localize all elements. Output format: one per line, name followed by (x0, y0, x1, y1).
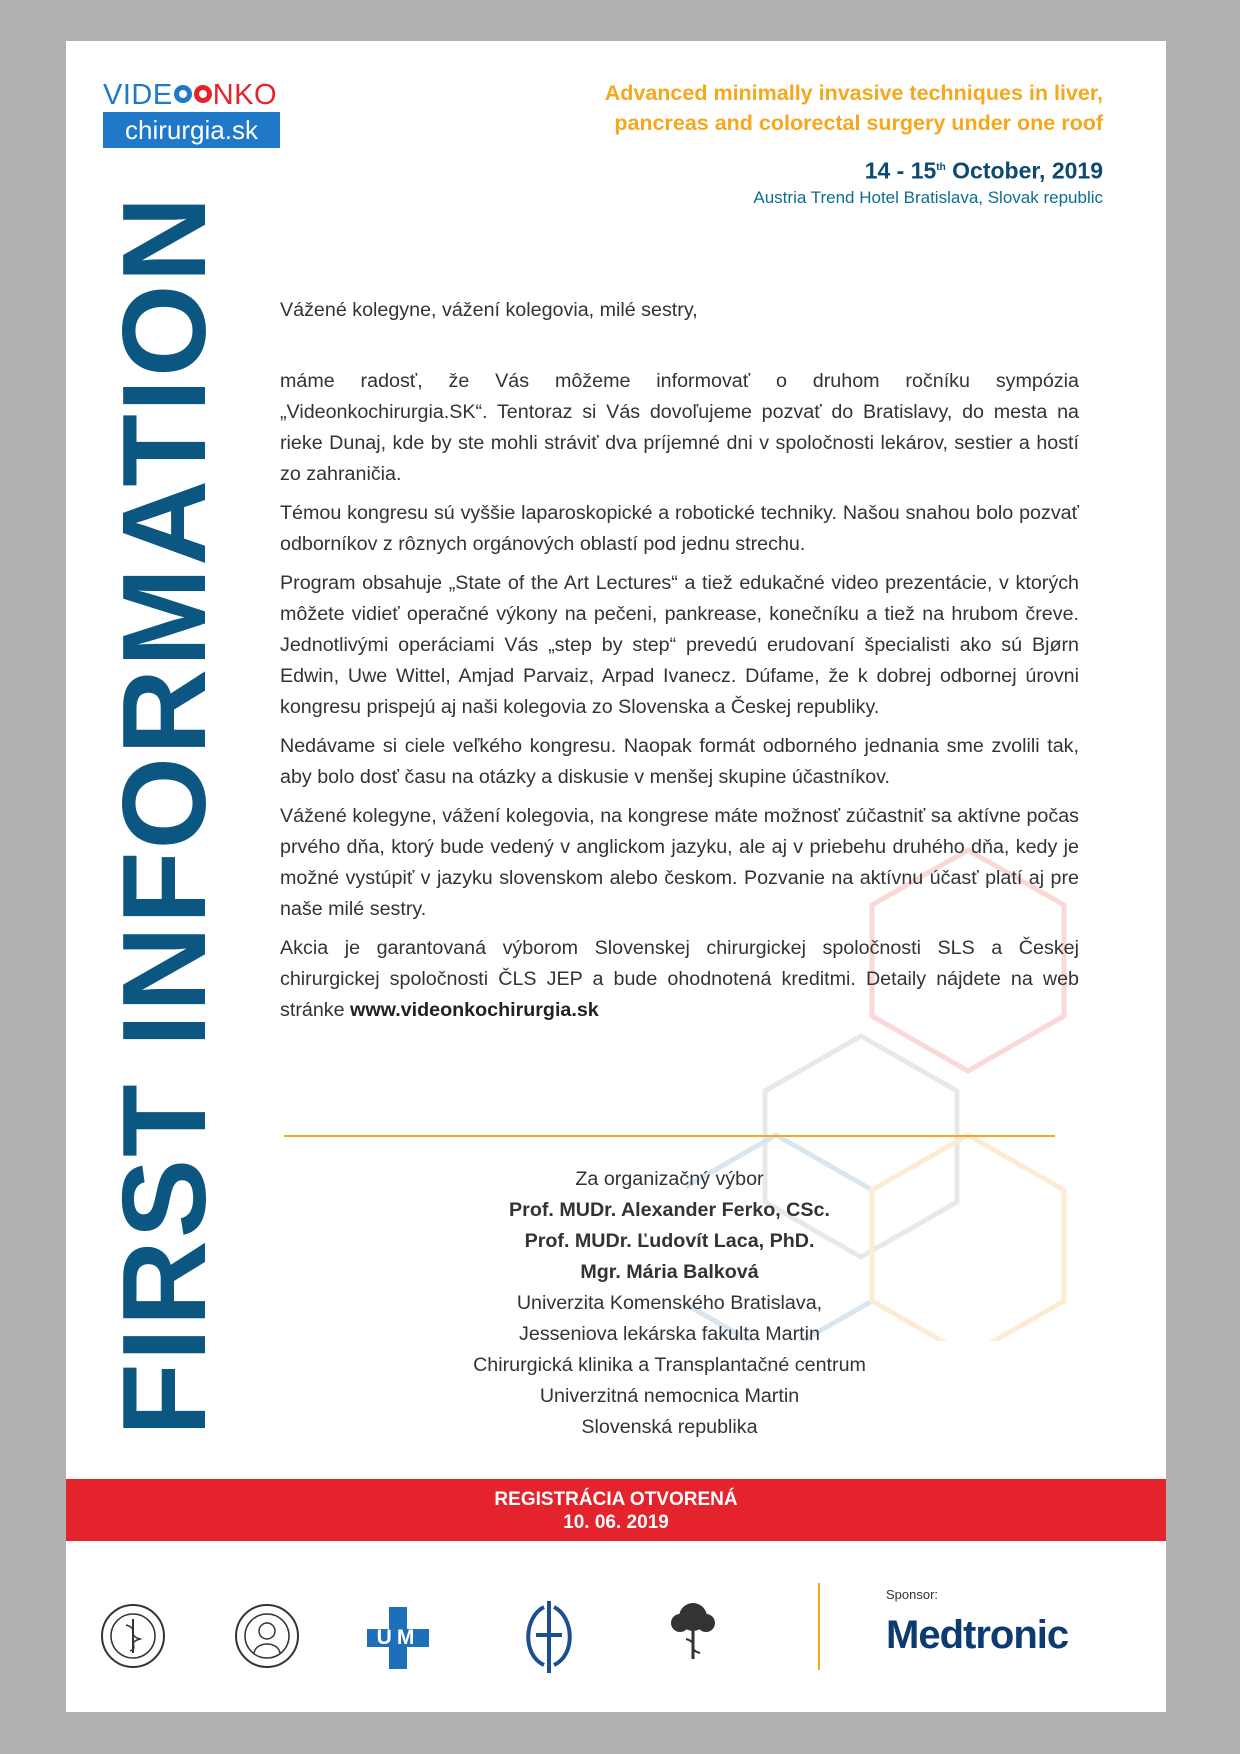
letter-greeting: Vážené kolegyne, vážení kolegovia, milé sestry, (280, 299, 698, 321)
university-hospital-logo[interactable] (367, 1607, 429, 1669)
signature-intro: Za organizačný výbor (575, 1168, 764, 1190)
videonko-logo[interactable] (103, 79, 283, 148)
event-header (605, 78, 1103, 208)
logo-wordmark (103, 79, 283, 111)
signature-affiliation: Chirurgická klinika a Transplantačné centrum (473, 1354, 866, 1376)
registration-banner[interactable] (66, 1479, 1166, 1541)
jlf-monogram-icon[interactable] (514, 1597, 584, 1675)
event-date-ordinal: th (936, 162, 946, 173)
letter-paragraph-2: Témou kongresu sú vyššie laparoskopické a robotické techniky. Našou snahou bolo pozvať odborníkov z rôznych orgánových oblastí pod jednu strechu. (280, 502, 1079, 555)
letter-paragraph-3: Program obsahuje „State of the Art Lectures“ a tiež edukačné video prezentácie, v ktorých môžete vidieť operačné výkony na pečeni, pankrease, konečníku a tiež na hrubom čreve. Jednotlivými operáciami Vás „step by step“ prevedú erudovaní špecialisti ako sú Bjørn Edwin, Uwe Wittel, Amjad Parvaiz, Arpad Ivanecz. Dúfame, že k dobrej odbornej úrovni kongresu prispejú aj naši kolegovia zo Slovenska a Českej republiky. (280, 572, 1079, 718)
registration-date: 10. 06. 2019 (563, 1512, 669, 1533)
letter-paragraph-6-text: Akcia je garantovaná výborom Slovenskej chirurgickej spoločnosti SLS a Českej chirurgickej spoločnosti ČLS JEP a bude ohodnotená kreditmi. Detaily nájdete na web stránke (280, 937, 1079, 1021)
website-link[interactable]: www.videonkochirurgia.sk (350, 999, 599, 1021)
letter-paragraph-6 (280, 933, 1079, 1026)
letter-paragraph-1: máme radosť, že Vás môžeme informovať o druhom ročníku sympózia „Videonkochirurgia.SK“. Tentoraz si Vás dovoľujeme pozvať do Bratislavy, do mesta na rieke Dunaj, kde by ste mohli stráviť dva príjemné dni v spoločnosti lekárov, sestier a hostí zo zahraničia. (280, 370, 1079, 485)
logo-domain: chirurgia.sk (103, 112, 280, 148)
medtronic-logo[interactable]: Medtronic (886, 1613, 1069, 1657)
signature-affiliation: Jesseniova lekárska fakulta Martin (519, 1323, 820, 1345)
comenius-university-seal-icon[interactable] (234, 1603, 300, 1669)
footer-logos (66, 1583, 1166, 1693)
event-date (605, 153, 1103, 186)
sponsor-label: Sponsor: (886, 1587, 939, 1602)
registration-title: REGISTRÁCIA OTVORENÁ (494, 1489, 738, 1510)
letter-paragraph-5: Vážené kolegyne, vážení kolegovia, na kongrese máte možnosť zúčastniť sa aktívne počas prvého dňa, ktorý bude vedený v anglickom jazyku, ale aj v priebehu druhého dňa, kedy je možné vystúpiť v jazyku slovenskom alebo českom. Pozvanie na aktívnu účasť platí aj pre naše milé sestry. (280, 805, 1079, 920)
um-letters: UM (376, 1626, 420, 1649)
signature-affiliation: Univerzita Komenského Bratislava, (516, 1292, 823, 1314)
event-title-line1: Advanced minimally invasive techniques in liver, (604, 81, 1103, 105)
event-date-month: October, 2019 (952, 157, 1103, 184)
divider (284, 1135, 1055, 1137)
signature-name: Prof. MUDr. Ľudovít Laca, PhD. (524, 1230, 815, 1252)
letter-paragraph-4: Nedávame si ciele veľkého kongresu. Naopak formát odborného jednania sme zvolili tak, aby bolo dosť času na otázky a diskusie v menšej skupine účastníkov. (280, 735, 1079, 788)
letter-body (280, 295, 1079, 1034)
signature-affiliation: Univerzitná nemocnica Martin (539, 1385, 800, 1407)
signature-affiliation: Slovenská republika (581, 1416, 758, 1438)
sponsor-divider (818, 1583, 820, 1670)
logo-ring-blue-icon (174, 85, 192, 103)
poster-page (66, 41, 1166, 1712)
jessenius-faculty-seal-icon[interactable] (100, 1603, 166, 1669)
event-date-range: 14 - 15 (864, 157, 937, 184)
vertical-title: FIRST INFORMATION (98, 194, 231, 1436)
logo-text-vide: VIDE (103, 79, 173, 111)
event-title-line2: pancreas and colorectal surgery under one roof (614, 111, 1103, 135)
signature-block (284, 1164, 1055, 1443)
signature-name: Prof. MUDr. Alexander Ferko, CSc. (509, 1199, 830, 1221)
event-venue: Austria Trend Hotel Bratislava, Slovak republic (753, 187, 1103, 207)
logo-ring-red-icon (194, 85, 212, 103)
signature-name: Mgr. Mária Balková (580, 1261, 759, 1283)
logo-text-nko: NKO (212, 79, 278, 111)
surgical-society-tree-icon[interactable] (664, 1599, 722, 1671)
